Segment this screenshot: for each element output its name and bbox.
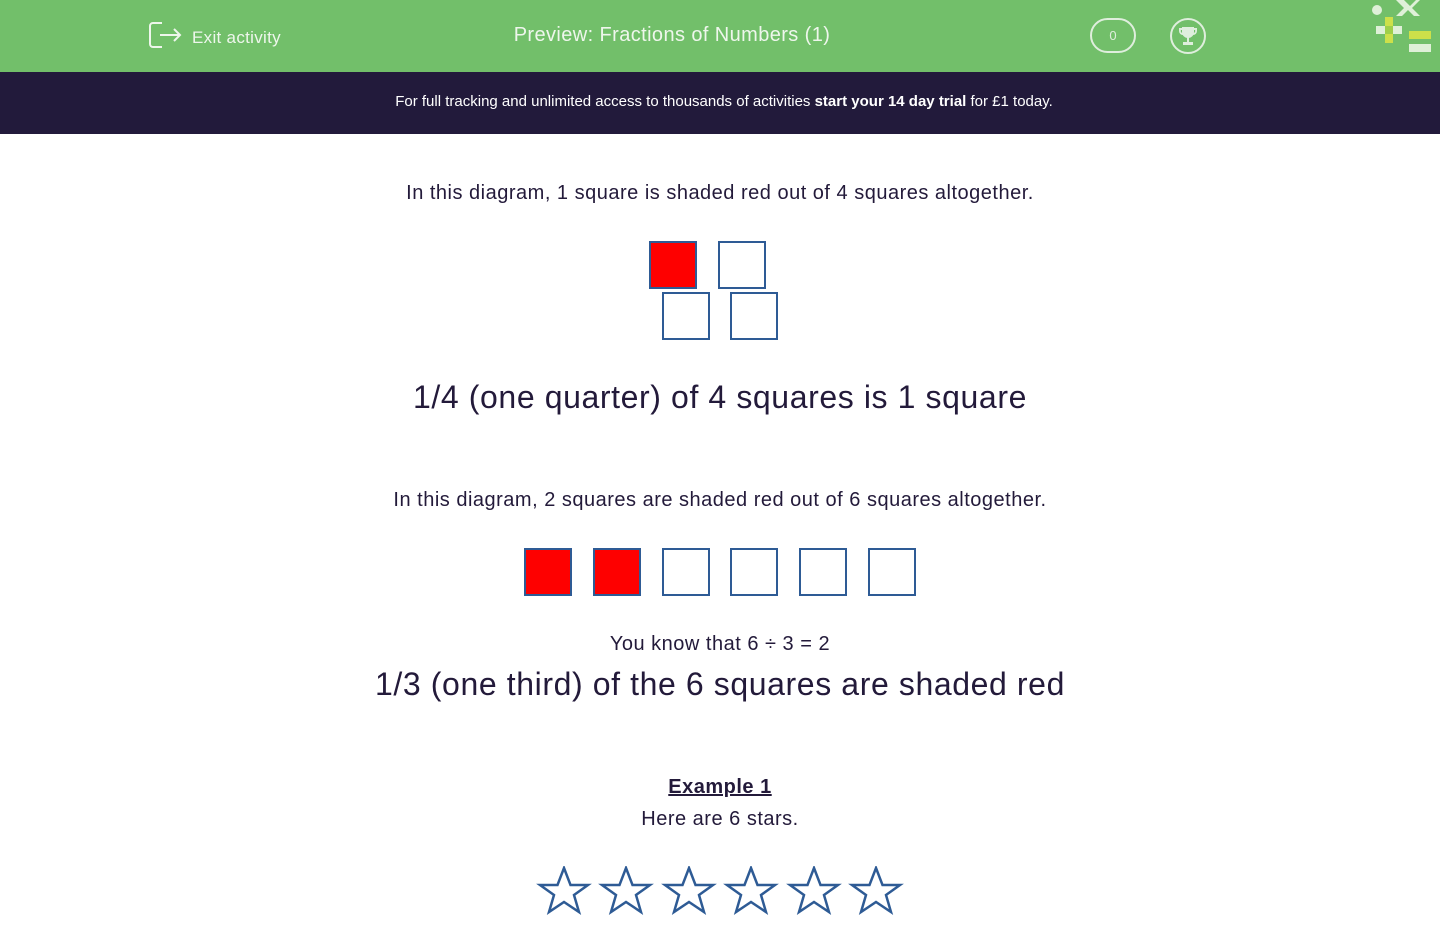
unshaded-square	[718, 241, 766, 289]
exit-label: Exit activity	[192, 27, 281, 47]
diagram-1-statement: 1/4 (one quarter) of 4 squares is 1 square	[413, 379, 1027, 415]
top-bar	[0, 0, 1440, 72]
star-icon	[596, 866, 656, 926]
page-title: Preview: Fractions of Numbers (1)	[513, 24, 831, 46]
unshaded-square	[730, 548, 778, 596]
unshaded-square	[730, 292, 778, 340]
diagram-2-statement: 1/3 (one third) of the 6 squares are shaded red	[375, 666, 1065, 702]
star-icon	[659, 866, 719, 926]
star-icon	[784, 866, 844, 926]
trial-banner	[0, 72, 1440, 134]
diagram-2-description: In this diagram, 2 squares are shaded red out of 6 squares altogether.	[393, 489, 1047, 511]
example-heading: Example 1	[668, 776, 772, 798]
shaded-square	[524, 548, 572, 596]
unshaded-square	[662, 292, 710, 340]
banner-text: For full tracking and unlimited access to thousands of activities	[395, 93, 815, 110]
unshaded-square	[799, 548, 847, 596]
example-text: Here are 6 stars.	[641, 808, 799, 830]
score-badge: 0	[1090, 18, 1136, 53]
trophy-icon	[1177, 25, 1199, 47]
shaded-square	[593, 548, 641, 596]
star-icon	[846, 866, 906, 926]
star-icon	[534, 866, 594, 926]
banner-suffix: for £1 today.	[966, 93, 1053, 110]
star-icon	[721, 866, 781, 926]
trophy-button[interactable]	[1170, 18, 1206, 54]
unshaded-square	[662, 548, 710, 596]
diagram-1-description: In this diagram, 1 square is shaded red out of 4 squares altogether.	[406, 182, 1034, 204]
unshaded-square	[868, 548, 916, 596]
division-fact: You know that 6 ÷ 3 = 2	[609, 633, 831, 655]
shaded-square	[649, 241, 697, 289]
trial-link[interactable]: start your 14 day trial	[814, 93, 967, 110]
logo-icon	[1368, 0, 1440, 56]
